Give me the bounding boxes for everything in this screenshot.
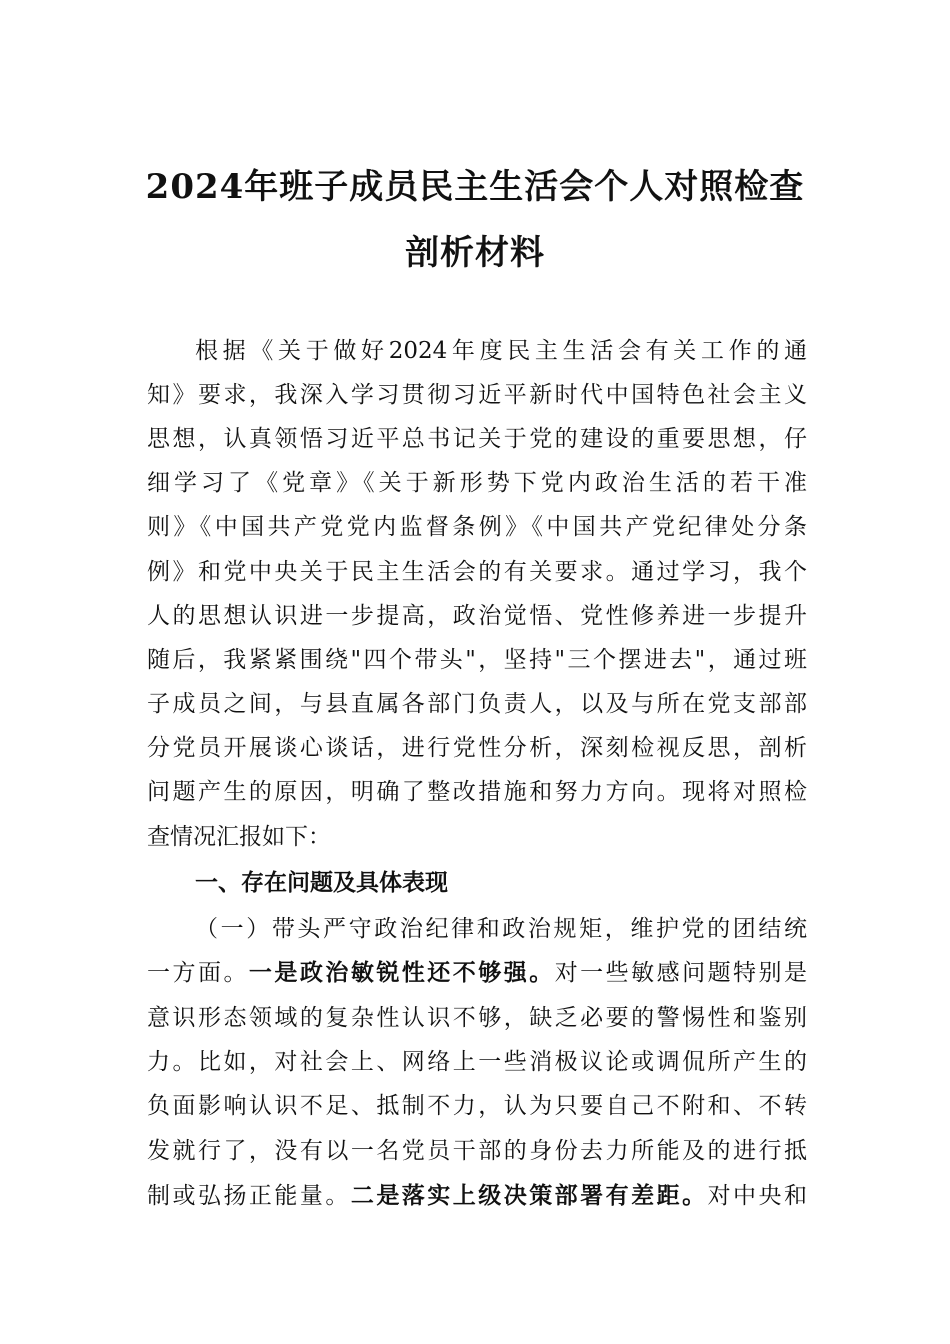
body-line: 负面影响认识不足、抵制不力，认为只要自己不附和、不转 bbox=[147, 1093, 807, 1119]
body-line: 分党员开展谈心谈话，进行党性分析，深刻检视反思，剖析 bbox=[147, 735, 807, 761]
body-line: 知》要求，我深入学习贯彻习近平新时代中国特色社会主义 bbox=[147, 382, 807, 408]
body-line: 则》《中国共产党党内监督条例》《中国共产党纪律处分条 bbox=[147, 514, 807, 540]
section-heading: 一、存在问题及具体表现 bbox=[195, 870, 448, 896]
text-span: 对一些敏感问题特别是 bbox=[554, 960, 807, 986]
body-line: 查情况汇报如下： bbox=[147, 824, 331, 850]
body-line: 发就行了，没有以一名党员干部的身份去力所能及的进行抵 bbox=[147, 1138, 807, 1164]
text-span: 制或弘扬正能量。 bbox=[147, 1183, 351, 1209]
bold-point-1: 一是政治敏锐性还不够强。 bbox=[248, 959, 555, 986]
body-line: 随后，我紧紧围绕"四个带头"，坚持"三个摆进去"，通过班 bbox=[147, 647, 807, 673]
body-line-mixed bbox=[147, 1179, 807, 1213]
bold-point-2: 二是落实上级决策部署有差距。 bbox=[350, 1182, 708, 1209]
text-span: 一方面。 bbox=[147, 960, 249, 986]
body-line: 思想，认真领悟习近平总书记关于党的建设的重要思想，仔 bbox=[147, 426, 807, 452]
body-line: 子成员之间，与县直属各部门负责人，以及与所在党支部部 bbox=[147, 691, 807, 717]
body-line-mixed bbox=[147, 956, 807, 990]
body-line: 问题产生的原因，明确了整改措施和努力方向。现将对照检 bbox=[147, 779, 807, 805]
document-title-line-1: 2024年班子成员民主生活会个人对照检查 bbox=[145, 167, 805, 207]
body-line: 例》和党中央关于民主生活会的有关要求。通过学习，我个 bbox=[147, 559, 807, 585]
body-line: 意识形态领域的复杂性认识不够，缺乏必要的警惕性和鉴别 bbox=[147, 1005, 807, 1031]
body-line: 根据《关于做好2024年度民主生活会有关工作的通 bbox=[195, 338, 807, 364]
body-line: 细学习了《党章》《关于新形势下党内政治生活的若干准 bbox=[147, 470, 807, 496]
text-span: 对中央和 bbox=[707, 1183, 807, 1209]
body-line: 人的思想认识进一步提高，政治觉悟、党性修养进一步提升 bbox=[147, 603, 807, 629]
subsection-heading: （一）带头严守政治纪律和政治规矩，维护党的团结统 bbox=[195, 916, 807, 942]
document-title-line-2: 剖析材料 bbox=[405, 233, 545, 273]
body-line: 力。比如，对社会上、网络上一些消极议论或调侃所产生的 bbox=[147, 1049, 807, 1075]
